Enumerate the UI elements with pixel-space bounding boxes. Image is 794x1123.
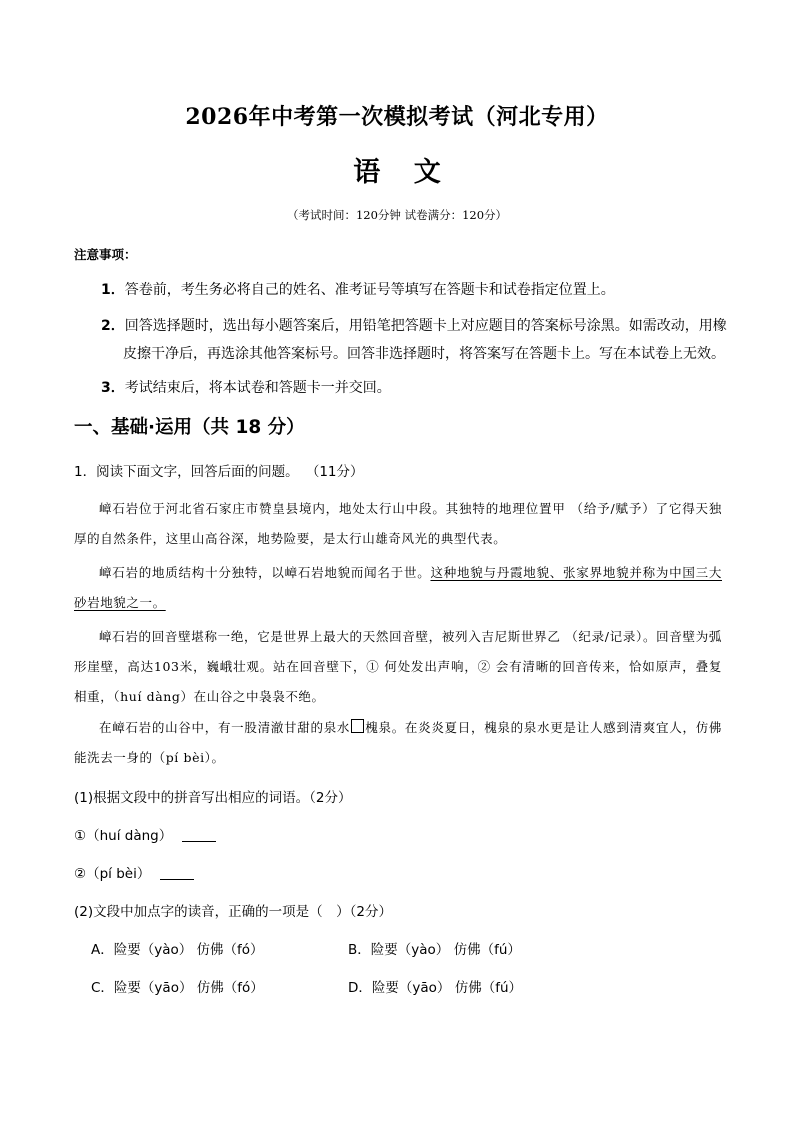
option-c[interactable]: C．险要（yāo） 仿佛（fó）: [91, 980, 264, 996]
passage-paragraph-1: 嶂石岩位于河北省石家庄市赞皇县境内，地处太行山中段。其独特的地理位置甲 （给予/赋予）了它得天独厚的自然条件，这里山高谷深，地势险要，是太行山雄奇风光的典型代表。: [74, 501, 722, 546]
note-number: 2．: [101, 318, 125, 334]
passage-paragraph-4: [74, 713, 722, 773]
notes-heading: 注意事项：: [74, 247, 137, 262]
note-item-1: [101, 276, 731, 304]
paragraph-text: 在嶂石岩的山谷中，有一股清澈甘甜的泉水: [99, 720, 351, 735]
option-a[interactable]: A．险要（yào） 仿佛（fó）: [91, 942, 264, 958]
answer-blank[interactable]: [160, 865, 194, 880]
note-number: 3．: [101, 380, 125, 396]
question-points: （11分）: [312, 464, 364, 480]
subject-title: [0, 150, 794, 189]
subject-char-1: 语: [353, 157, 381, 188]
note-text: 答卷前，考生务必将自己的姓名、准考证号等填写在答题卡和试卷指定位置上。: [124, 282, 615, 298]
exam-title: 2026年中考第一次模拟考试（河北专用）: [185, 104, 609, 130]
option-b[interactable]: B．险要（yào） 仿佛（fú）: [348, 942, 521, 958]
blank-box: [351, 719, 364, 733]
paragraph-text: 槐泉。在炎炎夏日，槐泉的泉水更是让人感到清爽宜人，仿佛能洗去一身的（pí bèi）。: [74, 720, 723, 765]
subquestion-1-prompt: (1)根据文段中的拼音写出相应的词语。（2分）: [74, 790, 352, 806]
subject-char-2: 文: [413, 157, 441, 188]
paragraph-text: 嶂石岩的地质结构十分独特，以嶂石岩地貌而闻名于世。: [99, 565, 431, 580]
subquestion-1-item-2: [74, 862, 194, 882]
option-d[interactable]: D．险要（yāo） 仿佛（fú）: [348, 980, 523, 996]
note-text-continued: 皮擦干净后，再选涂其他答案标号。回答非选择题时，将答案写在答题卡上。写在本试卷上无效。: [123, 346, 725, 362]
exam-time-info: （考试时间：120分钟 试卷满分：120分）: [286, 208, 508, 222]
note-number: 1．: [101, 282, 125, 298]
section-heading: 一、基础·运用（共 18 分）: [74, 417, 305, 438]
item-label: ②（pí bèi）: [74, 866, 151, 882]
question-stem-text: 1．阅读下面文字，回答后面的问题。: [74, 464, 299, 480]
subquestion-2-prompt: (2)文段中加点字的读音，正确的一项是（ ）（2分）: [74, 904, 392, 920]
note-item-2: [101, 312, 731, 368]
answer-blank[interactable]: [182, 827, 216, 842]
passage-paragraph-2: [74, 558, 722, 618]
note-text: 考试结束后，将本试卷和答题卡一并交回。: [124, 380, 391, 396]
passage-paragraph-3: 嶂石岩的回音壁堪称一绝，它是世界上最大的天然回音壁，被列入吉尼斯世界乙 （纪录/记录）。回音壁为弧形崖壁，高达103米，巍峨壮观。站在回音壁下，① 何处发出声响，② 会有清晰的回音传来，恰如原声，叠复相重，（huí dàng）在山谷之中袅袅不绝。: [74, 629, 722, 704]
item-label: ①（huí dàng）: [74, 828, 173, 844]
note-text: 回答选择题时，选出每小题答案后，用铅笔把答题卡上对应题目的答案标号涂黑。如需改动，用橡: [124, 318, 727, 334]
note-item-3: [101, 374, 731, 402]
question-stem: [74, 460, 364, 480]
subquestion-1-item-1: [74, 824, 216, 844]
underlined-sentence: 这种地貌与丹霞地貌、张家界地貌并称为中国三大砂岩地貌之一。: [74, 565, 722, 610]
